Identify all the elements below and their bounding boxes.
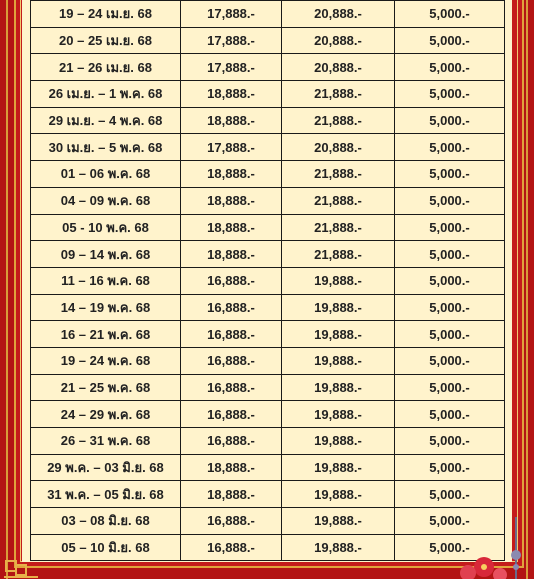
price-cell: 18,888.- [181, 187, 282, 214]
price-cell: 16,888.- [181, 428, 282, 455]
date-cell: 05 – 10 มิ.ย. 68 [31, 534, 181, 561]
date-cell: 05 - 10 พ.ค. 68 [31, 214, 181, 241]
price-cell: 20,888.- [282, 27, 395, 54]
departure-price-table [30, 0, 505, 561]
deposit-cell: 5,000.- [395, 214, 505, 241]
deposit-cell: 5,000.- [395, 294, 505, 321]
date-cell: 29 เม.ย. – 4 พ.ค. 68 [31, 107, 181, 134]
table-row [31, 27, 505, 54]
price-cell: 16,888.- [181, 294, 282, 321]
deposit-cell: 5,000.- [395, 54, 505, 81]
table-row [31, 134, 505, 161]
chinese-knot-icon [4, 555, 38, 579]
price-cell: 16,888.- [181, 534, 282, 561]
deposit-cell: 5,000.- [395, 534, 505, 561]
deposit-cell: 5,000.- [395, 27, 505, 54]
deposit-cell: 5,000.- [395, 81, 505, 108]
price-cell: 19,888.- [282, 347, 395, 374]
table-row [31, 214, 505, 241]
date-cell: 26 เม.ย. – 1 พ.ค. 68 [31, 81, 181, 108]
deposit-cell: 5,000.- [395, 401, 505, 428]
date-cell: 04 – 09 พ.ค. 68 [31, 187, 181, 214]
gold-border-right [526, 0, 528, 579]
price-cell: 19,888.- [282, 534, 395, 561]
price-cell: 19,888.- [282, 481, 395, 508]
date-cell: 03 – 08 มิ.ย. 68 [31, 508, 181, 535]
price-cell: 18,888.- [181, 214, 282, 241]
date-cell: 19 – 24 เม.ย. 68 [31, 1, 181, 28]
deposit-cell: 5,000.- [395, 428, 505, 455]
price-cell: 17,888.- [181, 27, 282, 54]
table-row [31, 107, 505, 134]
table-row [31, 534, 505, 561]
table-row [31, 481, 505, 508]
price-cell: 18,888.- [181, 161, 282, 188]
price-cell: 20,888.- [282, 1, 395, 28]
date-cell: 30 เม.ย. – 5 พ.ค. 68 [31, 134, 181, 161]
price-cell: 19,888.- [282, 508, 395, 535]
price-cell: 19,888.- [282, 267, 395, 294]
deposit-cell: 5,000.- [395, 508, 505, 535]
date-cell: 01 – 06 พ.ค. 68 [31, 161, 181, 188]
price-cell: 21,888.- [282, 107, 395, 134]
date-cell: 11 – 16 พ.ค. 68 [31, 267, 181, 294]
deposit-cell: 5,000.- [395, 241, 505, 268]
date-cell: 16 – 21 พ.ค. 68 [31, 321, 181, 348]
date-cell: 21 – 26 เม.ย. 68 [31, 54, 181, 81]
date-cell: 21 – 25 พ.ค. 68 [31, 374, 181, 401]
gold-border-left [6, 0, 8, 579]
deposit-cell: 5,000.- [395, 347, 505, 374]
table-row [31, 267, 505, 294]
deposit-cell: 5,000.- [395, 161, 505, 188]
deposit-cell: 5,000.- [395, 267, 505, 294]
price-cell: 19,888.- [282, 374, 395, 401]
date-cell: 31 พ.ค. – 05 มิ.ย. 68 [31, 481, 181, 508]
deposit-cell: 5,000.- [395, 107, 505, 134]
deposit-cell: 5,000.- [395, 187, 505, 214]
table-row [31, 294, 505, 321]
date-cell: 26 – 31 พ.ค. 68 [31, 428, 181, 455]
price-cell: 19,888.- [282, 321, 395, 348]
price-cell: 17,888.- [181, 54, 282, 81]
deposit-cell: 5,000.- [395, 374, 505, 401]
price-cell: 17,888.- [181, 1, 282, 28]
table-row [31, 321, 505, 348]
price-cell: 21,888.- [282, 81, 395, 108]
price-cell: 16,888.- [181, 347, 282, 374]
price-cell: 20,888.- [282, 134, 395, 161]
deposit-cell: 5,000.- [395, 481, 505, 508]
date-cell: 20 – 25 เม.ย. 68 [31, 27, 181, 54]
table-row [31, 1, 505, 28]
table-row [31, 54, 505, 81]
deposit-cell: 5,000.- [395, 454, 505, 481]
plum-blossom-tower-icon [444, 509, 534, 579]
date-cell: 14 – 19 พ.ค. 68 [31, 294, 181, 321]
table-row [31, 161, 505, 188]
table-body [31, 1, 505, 561]
price-cell: 21,888.- [282, 187, 395, 214]
price-cell: 16,888.- [181, 508, 282, 535]
date-cell: 19 – 24 พ.ค. 68 [31, 347, 181, 374]
price-cell: 19,888.- [282, 428, 395, 455]
price-cell: 19,888.- [282, 401, 395, 428]
table-row [31, 187, 505, 214]
price-cell: 19,888.- [282, 454, 395, 481]
price-cell: 18,888.- [181, 81, 282, 108]
price-cell: 16,888.- [181, 374, 282, 401]
date-cell: 29 พ.ค. – 03 มิ.ย. 68 [31, 454, 181, 481]
table-row [31, 374, 505, 401]
price-cell: 21,888.- [282, 161, 395, 188]
price-cell: 18,888.- [181, 241, 282, 268]
price-cell: 16,888.- [181, 321, 282, 348]
price-cell: 18,888.- [181, 481, 282, 508]
date-cell: 24 – 29 พ.ค. 68 [31, 401, 181, 428]
deposit-cell: 5,000.- [395, 1, 505, 28]
deposit-cell: 5,000.- [395, 134, 505, 161]
price-cell: 18,888.- [181, 107, 282, 134]
deposit-cell: 5,000.- [395, 321, 505, 348]
price-cell: 16,888.- [181, 401, 282, 428]
price-cell: 20,888.- [282, 54, 395, 81]
table-row [31, 347, 505, 374]
price-cell: 16,888.- [181, 267, 282, 294]
table-row [31, 81, 505, 108]
table-row [31, 241, 505, 268]
date-cell: 09 – 14 พ.ค. 68 [31, 241, 181, 268]
price-cell: 19,888.- [282, 294, 395, 321]
table-row [31, 401, 505, 428]
table-row [31, 508, 505, 535]
price-cell: 21,888.- [282, 214, 395, 241]
table-row [31, 428, 505, 455]
price-cell: 17,888.- [181, 134, 282, 161]
table-row [31, 454, 505, 481]
price-cell: 21,888.- [282, 241, 395, 268]
price-cell: 18,888.- [181, 454, 282, 481]
